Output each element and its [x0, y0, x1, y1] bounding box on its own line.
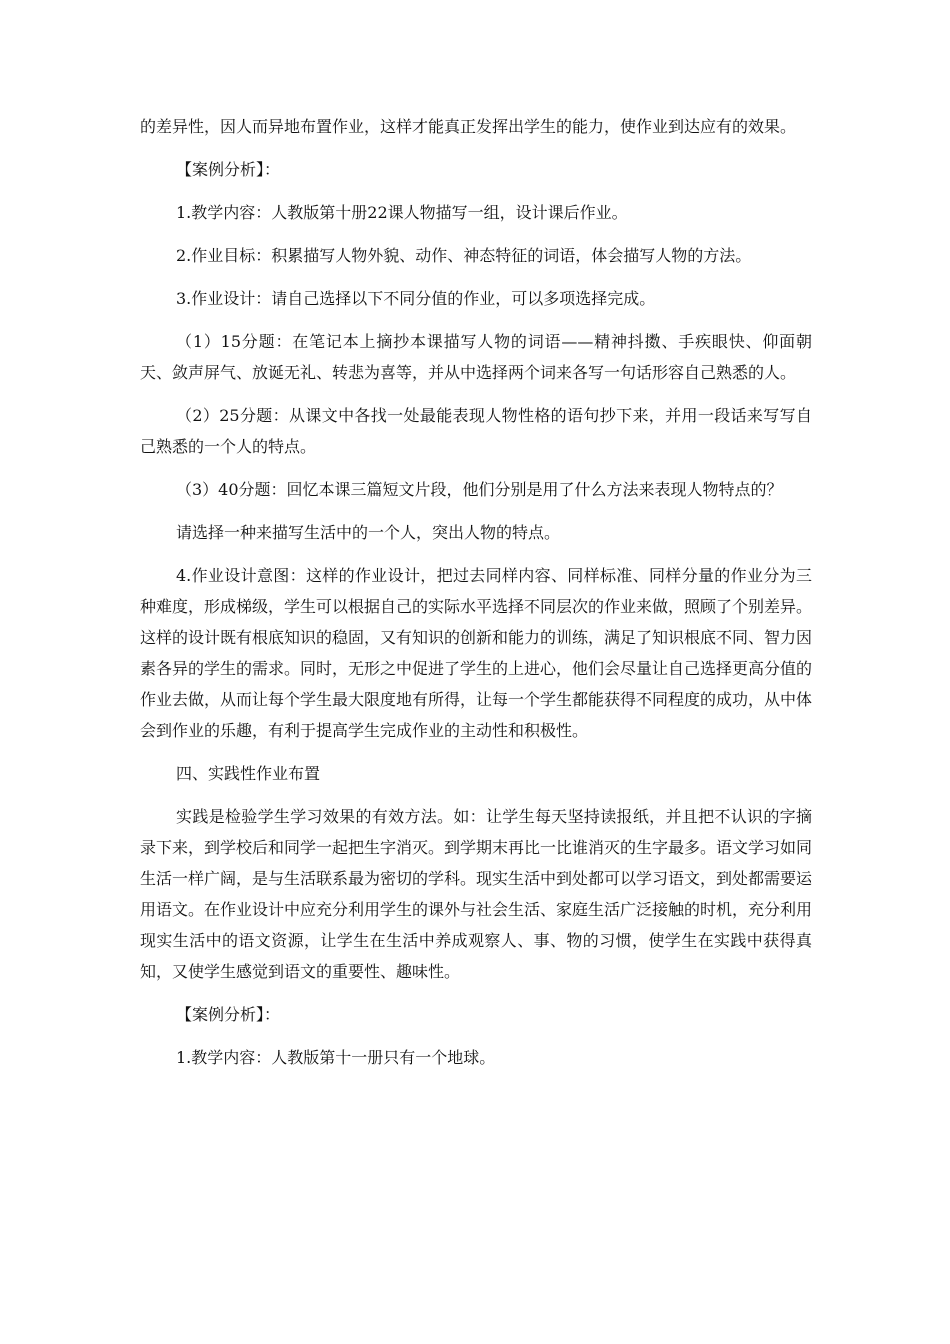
question-40-points: （3）40分题：回忆本课三篇短文片段，他们分别是用了什么方法来表现人物特点的？: [176, 480, 783, 499]
teaching-content-2: 1.教学内容：人教版第十一册只有一个地球。: [176, 1048, 496, 1067]
teaching-content: 1.教学内容：人教版第十册22课人物描写一组，设计课后作业。: [176, 203, 628, 222]
paragraph-continuation: 的差异性，因人而异地布置作业，这样才能真正发挥出学生的能力，使作业到达应有的效果。: [140, 117, 797, 136]
section-heading-practice: 四、实践性作业布置: [176, 764, 321, 783]
practice-paragraph: 实践是检验学生学习效果的有效方法。如：让学生每天坚持读报纸，并且把不认识的字摘录下来，到学校后和同学一起把生字消灭。到学期末再比一比谁消灭的生字最多。语文学习如同生活一样广阔，是与生活联系最为密切的学科。现实生活中到处都可以学习语文，到处都需要运用语文。在作业设计中应充分利用学生的课外与社会生活、家庭生活广泛接触的时机，充分利用现实生活中的语文资源，让学生在生活中养成观察人、事、物的习惯，使学生在实践中获得真知，又使学生感觉到语文的重要性、趣味性。: [140, 807, 813, 981]
question-40-points-continued: 请选择一种来描写生活中的一个人，突出人物的特点。: [176, 523, 561, 542]
question-15-points: （1）15分题：在笔记本上摘抄本课描写人物的词语——精神抖擞、手疾眼快、仰面朝天、敛声屏气、放诞无礼、转悲为喜等，并从中选择两个词来各写一句话形容自己熟悉的人。: [140, 332, 812, 382]
homework-design: 3.作业设计：请自己选择以下不同分值的作业，可以多项选择完成。: [176, 289, 656, 308]
homework-goal: 2.作业目标：积累描写人物外貌、动作、神态特征的词语，体会描写人物的方法。: [176, 246, 752, 265]
question-25-points: （2）25分题：从课文中各找一处最能表现人物性格的语句抄下来，并用一段话来写写自己熟悉的一个人的特点。: [140, 406, 812, 456]
document-body: [140, 111, 812, 1085]
case-analysis-heading: 【案例分析】：: [176, 160, 281, 179]
case-analysis-heading-2: 【案例分析】：: [176, 1005, 281, 1024]
design-intent: 4.作业设计意图：这样的作业设计，把过去同样内容、同样标准、同样分量的作业分为三种难度，形成梯级，学生可以根据自己的实际水平选择不同层次的作业来做，照顾了个别差异。这样的设计既有根底知识的稳固，又有知识的创新和能力的训练，满足了知识根底不同、智力因素各异的学生的需求。同时，无形之中促进了学生的上进心，他们会尽量让自己选择更高分值的作业去做，从而让每个学生最大限度地有所得，让每一个学生都能获得不同程度的成功，从中体会到作业的乐趣，有利于提高学生完成作业的主动性和积极性。: [140, 566, 813, 740]
